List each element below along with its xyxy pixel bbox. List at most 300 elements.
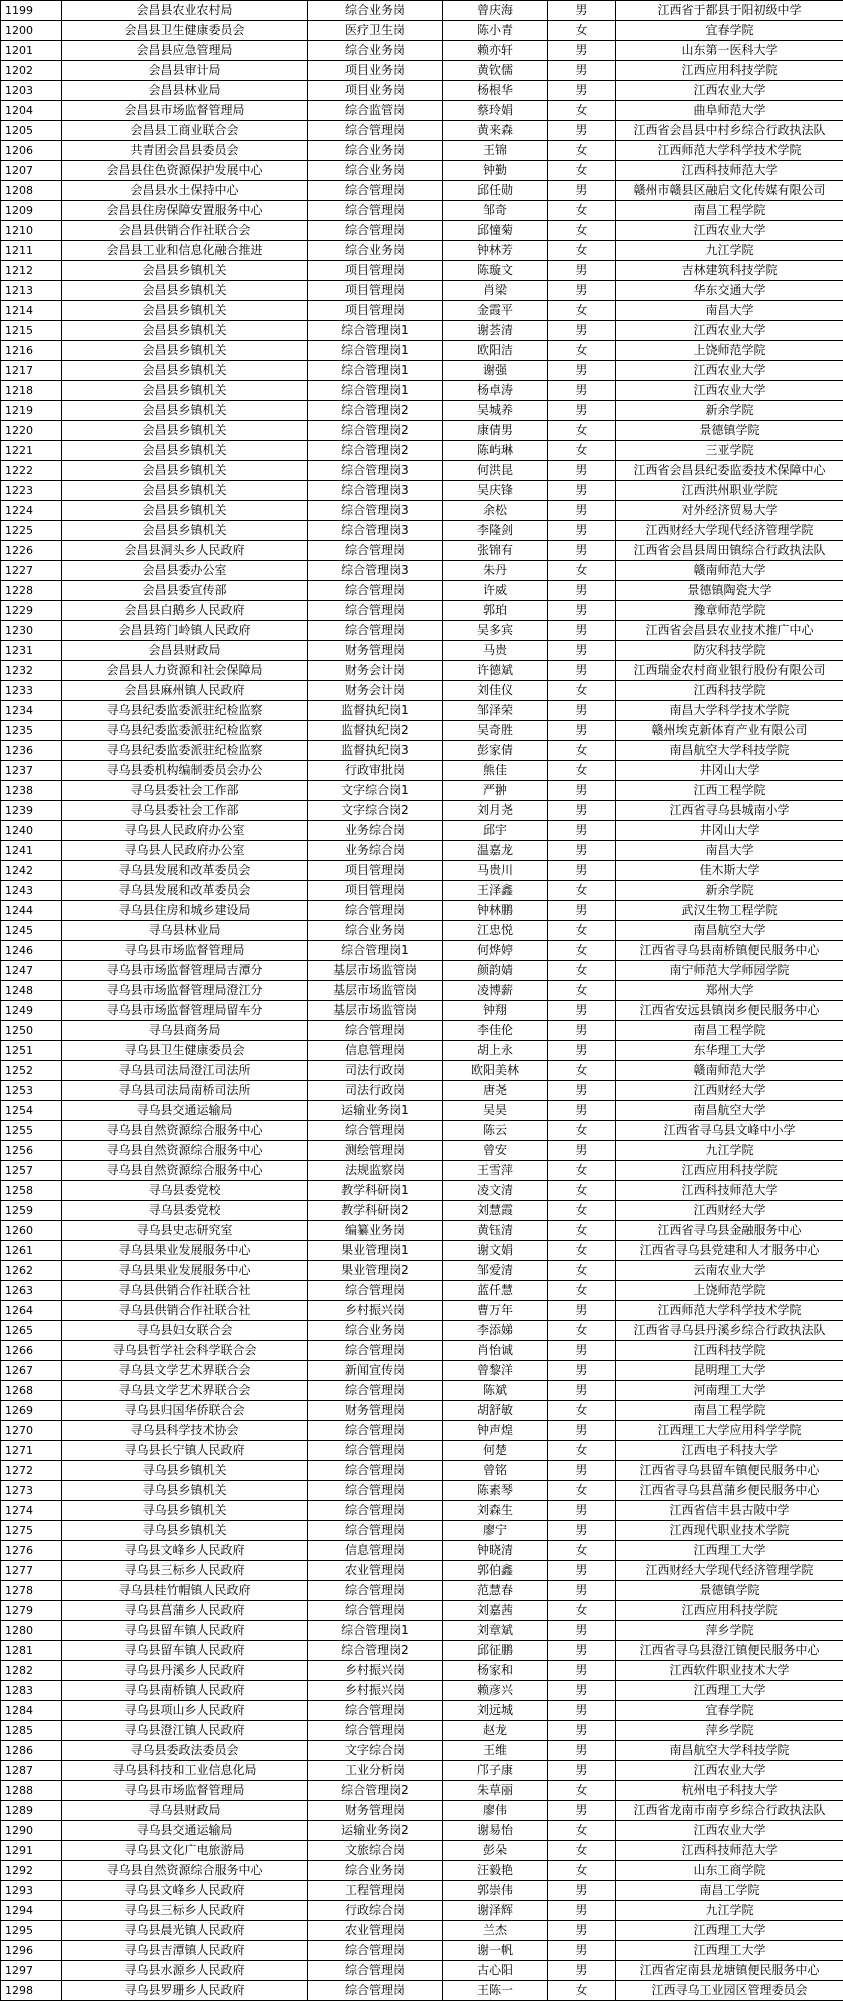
gender-cell: 女 xyxy=(548,1861,616,1881)
gender-cell: 男 xyxy=(548,1081,616,1101)
gender-cell: 男 xyxy=(548,521,616,541)
row-number: 1222 xyxy=(1,461,62,481)
position-cell: 财务管理岗 xyxy=(308,641,443,661)
position-cell: 综合业务岗 xyxy=(308,1,443,21)
gender-cell: 男 xyxy=(548,581,616,601)
work-unit-cell: 江西省寻乌县文峰中小学 xyxy=(616,1121,843,1141)
gender-cell: 男 xyxy=(548,481,616,501)
work-unit-cell: 九江学院 xyxy=(616,1901,843,1921)
table-row xyxy=(1,921,843,941)
row-number: 1251 xyxy=(1,1041,62,1061)
gender-cell: 男 xyxy=(548,1461,616,1481)
table-row xyxy=(1,161,843,181)
gender-cell: 男 xyxy=(548,381,616,401)
name-cell: 邱征鹏 xyxy=(443,1641,548,1661)
work-unit-cell: 景德镇学院 xyxy=(616,1581,843,1601)
department-cell: 会昌县乡镇机关 xyxy=(62,381,308,401)
name-cell: 范慧春 xyxy=(443,1581,548,1601)
table-row xyxy=(1,1341,843,1361)
row-number: 1270 xyxy=(1,1421,62,1441)
work-unit-cell: 江西省寻乌县澄江镇便民服务中心 xyxy=(616,1641,843,1661)
row-number: 1258 xyxy=(1,1181,62,1201)
position-cell: 综合业务岗 xyxy=(308,921,443,941)
work-unit-cell: 佳木斯大学 xyxy=(616,861,843,881)
work-unit-cell: 云南农业大学 xyxy=(616,1261,843,1281)
work-unit-cell: 三亚学院 xyxy=(616,441,843,461)
row-number: 1235 xyxy=(1,721,62,741)
position-cell: 项目业务岗 xyxy=(308,81,443,101)
position-cell: 综合业务岗 xyxy=(308,241,443,261)
work-unit-cell: 江西理工大学应用科学学院 xyxy=(616,1421,843,1441)
department-cell: 寻乌县委党校 xyxy=(62,1201,308,1221)
name-cell: 刘嘉茜 xyxy=(443,1601,548,1621)
name-cell: 谢强 xyxy=(443,361,548,381)
name-cell: 王雪萍 xyxy=(443,1161,548,1181)
gender-cell: 女 xyxy=(548,1841,616,1861)
position-cell: 信息管理岗 xyxy=(308,1041,443,1061)
row-number: 1229 xyxy=(1,601,62,621)
work-unit-cell: 武汉生物工程学院 xyxy=(616,901,843,921)
row-number: 1234 xyxy=(1,701,62,721)
position-cell: 综合管理岗 xyxy=(308,1461,443,1481)
department-cell: 寻乌县澄江镇人民政府 xyxy=(62,1721,308,1741)
table-row xyxy=(1,1541,843,1561)
department-cell: 寻乌县自然资源综合服务中心 xyxy=(62,1141,308,1161)
position-cell: 财务管理岗 xyxy=(308,1801,443,1821)
gender-cell: 男 xyxy=(548,861,616,881)
table-row xyxy=(1,321,843,341)
gender-cell: 男 xyxy=(548,1661,616,1681)
position-cell: 行政审批岗 xyxy=(308,761,443,781)
row-number: 1220 xyxy=(1,421,62,441)
row-number: 1280 xyxy=(1,1621,62,1641)
table-row xyxy=(1,1901,843,1921)
work-unit-cell: 江西理工大学 xyxy=(616,1941,843,1961)
position-cell: 项目管理岗 xyxy=(308,281,443,301)
table-row xyxy=(1,861,843,881)
name-cell: 肖梁 xyxy=(443,281,548,301)
work-unit-cell: 昆明理工大学 xyxy=(616,1361,843,1381)
name-cell: 杨根华 xyxy=(443,81,548,101)
table-row xyxy=(1,1701,843,1721)
row-number: 1265 xyxy=(1,1321,62,1341)
department-cell: 寻乌县商务局 xyxy=(62,1021,308,1041)
work-unit-cell: 南昌航空大学科技学院 xyxy=(616,1741,843,1761)
row-number: 1238 xyxy=(1,781,62,801)
name-cell: 李添娣 xyxy=(443,1321,548,1341)
department-cell: 寻乌县归国华侨联合会 xyxy=(62,1401,308,1421)
work-unit-cell: 南昌航空大学科技学院 xyxy=(616,741,843,761)
row-number: 1247 xyxy=(1,961,62,981)
position-cell: 综合管理岗 xyxy=(308,1961,443,1981)
work-unit-cell: 南昌大学 xyxy=(616,301,843,321)
work-unit-cell: 江西省寻乌县党建和人才服务中心 xyxy=(616,1241,843,1261)
row-number: 1236 xyxy=(1,741,62,761)
name-cell: 吴庆锋 xyxy=(443,481,548,501)
name-cell: 陈素琴 xyxy=(443,1481,548,1501)
name-cell: 陈璇文 xyxy=(443,261,548,281)
row-number: 1217 xyxy=(1,361,62,381)
name-cell: 钟勤 xyxy=(443,161,548,181)
row-number: 1256 xyxy=(1,1141,62,1161)
table-row xyxy=(1,1621,843,1641)
table-row xyxy=(1,41,843,61)
gender-cell: 男 xyxy=(548,1921,616,1941)
row-number: 1278 xyxy=(1,1581,62,1601)
position-cell: 综合业务岗 xyxy=(308,141,443,161)
department-cell: 寻乌县南桥镇人民政府 xyxy=(62,1681,308,1701)
gender-cell: 女 xyxy=(548,1241,616,1261)
table-row xyxy=(1,821,843,841)
table-row xyxy=(1,1301,843,1321)
work-unit-cell: 江西农业大学 xyxy=(616,361,843,381)
work-unit-cell: 江西省会昌县农业技术推广中心 xyxy=(616,621,843,641)
work-unit-cell: 江西应用科技学院 xyxy=(616,1161,843,1181)
table-row xyxy=(1,1081,843,1101)
row-number: 1205 xyxy=(1,121,62,141)
department-cell: 寻乌县司法局澄江司法所 xyxy=(62,1061,308,1081)
table-row xyxy=(1,81,843,101)
work-unit-cell: 曲阜师范大学 xyxy=(616,101,843,121)
row-number: 1262 xyxy=(1,1261,62,1281)
row-number: 1249 xyxy=(1,1001,62,1021)
work-unit-cell: 宜春学院 xyxy=(616,21,843,41)
name-cell: 刘月尧 xyxy=(443,801,548,821)
row-number: 1296 xyxy=(1,1941,62,1961)
work-unit-cell: 江西省寻乌县留车镇便民服务中心 xyxy=(616,1461,843,1481)
table-row xyxy=(1,201,843,221)
position-cell: 乡村振兴岗 xyxy=(308,1681,443,1701)
gender-cell: 男 xyxy=(548,1301,616,1321)
work-unit-cell: 江西科技学院 xyxy=(616,1341,843,1361)
name-cell: 刘佳仪 xyxy=(443,681,548,701)
gender-cell: 男 xyxy=(548,841,616,861)
work-unit-cell: 江西理工大学 xyxy=(616,1541,843,1561)
name-cell: 刘慧霞 xyxy=(443,1201,548,1221)
row-number: 1285 xyxy=(1,1721,62,1741)
position-cell: 编纂业务岗 xyxy=(308,1221,443,1241)
department-cell: 寻乌县市场监督管理局 xyxy=(62,941,308,961)
gender-cell: 男 xyxy=(548,1,616,21)
position-cell: 司法行政岗 xyxy=(308,1081,443,1101)
work-unit-cell: 江西财经大学 xyxy=(616,1081,843,1101)
work-unit-cell: 南昌工程学院 xyxy=(616,1021,843,1041)
gender-cell: 女 xyxy=(548,941,616,961)
row-number: 1206 xyxy=(1,141,62,161)
row-number: 1279 xyxy=(1,1601,62,1621)
table-row xyxy=(1,521,843,541)
table-row xyxy=(1,801,843,821)
department-cell: 寻乌县文峰乡人民政府 xyxy=(62,1881,308,1901)
table-row xyxy=(1,1361,843,1381)
work-unit-cell: 南昌大学科学技术学院 xyxy=(616,701,843,721)
department-cell: 寻乌县卫生健康委员会 xyxy=(62,1041,308,1061)
name-cell: 黄钰清 xyxy=(443,1221,548,1241)
department-cell: 会昌县住房保障安置服务中心 xyxy=(62,201,308,221)
gender-cell: 男 xyxy=(548,1801,616,1821)
position-cell: 测绘管理岗 xyxy=(308,1141,443,1161)
row-number: 1215 xyxy=(1,321,62,341)
table-row xyxy=(1,901,843,921)
position-cell: 综合管理岗2 xyxy=(308,421,443,441)
name-cell: 何烨婷 xyxy=(443,941,548,961)
row-number: 1298 xyxy=(1,1981,62,2001)
work-unit-cell: 江西软件职业技术大学 xyxy=(616,1661,843,1681)
position-cell: 综合管理岗 xyxy=(308,1281,443,1301)
work-unit-cell: 九江学院 xyxy=(616,241,843,261)
gender-cell: 男 xyxy=(548,1501,616,1521)
gender-cell: 女 xyxy=(548,921,616,941)
department-cell: 寻乌县委社会工作部 xyxy=(62,781,308,801)
work-unit-cell: 江西省定南县龙塘镇便民服务中心 xyxy=(616,1961,843,1981)
department-cell: 寻乌县委机构编制委员会办公 xyxy=(62,761,308,781)
row-number: 1204 xyxy=(1,101,62,121)
gender-cell: 男 xyxy=(548,1901,616,1921)
name-cell: 蔡玲娟 xyxy=(443,101,548,121)
table-row xyxy=(1,1201,843,1221)
name-cell: 王泽鑫 xyxy=(443,881,548,901)
work-unit-cell: 九江学院 xyxy=(616,1141,843,1161)
gender-cell: 女 xyxy=(548,1161,616,1181)
table-row xyxy=(1,1881,843,1901)
gender-cell: 男 xyxy=(548,1001,616,1021)
row-number: 1211 xyxy=(1,241,62,261)
position-cell: 教学科研岗1 xyxy=(308,1181,443,1201)
name-cell: 肖怡诚 xyxy=(443,1341,548,1361)
work-unit-cell: 南昌大学 xyxy=(616,841,843,861)
gender-cell: 女 xyxy=(548,241,616,261)
name-cell: 钟晓清 xyxy=(443,1541,548,1561)
department-cell: 寻乌县文化广电旅游局 xyxy=(62,1841,308,1861)
work-unit-cell: 江西洪州职业学院 xyxy=(616,481,843,501)
department-cell: 会昌县乡镇机关 xyxy=(62,421,308,441)
gender-cell: 男 xyxy=(548,1941,616,1961)
name-cell: 兰杰 xyxy=(443,1921,548,1941)
position-cell: 监督执纪岗2 xyxy=(308,721,443,741)
name-cell: 彭家倩 xyxy=(443,741,548,761)
table-row xyxy=(1,621,843,641)
work-unit-cell: 南昌工学院 xyxy=(616,1881,843,1901)
department-cell: 会昌县乡镇机关 xyxy=(62,321,308,341)
name-cell: 欧阳洁 xyxy=(443,341,548,361)
department-cell: 会昌县乡镇机关 xyxy=(62,261,308,281)
position-cell: 综合管理岗 xyxy=(308,1501,443,1521)
position-cell: 综合业务岗 xyxy=(308,161,443,181)
work-unit-cell: 江西理工大学 xyxy=(616,1681,843,1701)
position-cell: 综合管理岗1 xyxy=(308,341,443,361)
work-unit-cell: 南昌工程学院 xyxy=(616,1401,843,1421)
department-cell: 寻乌县妇女联合会 xyxy=(62,1321,308,1341)
table-row xyxy=(1,1421,843,1441)
name-cell: 彭朵 xyxy=(443,1841,548,1861)
table-row xyxy=(1,1401,843,1421)
row-number: 1259 xyxy=(1,1201,62,1221)
table-row xyxy=(1,1021,843,1041)
position-cell: 项目管理岗 xyxy=(308,261,443,281)
gender-cell: 男 xyxy=(548,1581,616,1601)
work-unit-cell: 江西科技师范大学 xyxy=(616,1841,843,1861)
position-cell: 综合管理岗 xyxy=(308,201,443,221)
table-row xyxy=(1,1281,843,1301)
table-row xyxy=(1,1061,843,1081)
name-cell: 温嘉龙 xyxy=(443,841,548,861)
table-row xyxy=(1,781,843,801)
table-row xyxy=(1,421,843,441)
position-cell: 文字综合岗1 xyxy=(308,781,443,801)
row-number: 1293 xyxy=(1,1881,62,1901)
work-unit-cell: 江西理工大学 xyxy=(616,1921,843,1941)
department-cell: 寻乌县住房和城乡建设局 xyxy=(62,901,308,921)
department-cell: 寻乌县桂竹帽镇人民政府 xyxy=(62,1581,308,1601)
work-unit-cell: 江西财经大学现代经济管理学院 xyxy=(616,521,843,541)
name-cell: 王锦 xyxy=(443,141,548,161)
department-cell: 寻乌县乡镇机关 xyxy=(62,1521,308,1541)
row-number: 1275 xyxy=(1,1521,62,1541)
row-number: 1212 xyxy=(1,261,62,281)
work-unit-cell: 豫章师范学院 xyxy=(616,601,843,621)
table-row xyxy=(1,1681,843,1701)
row-number: 1227 xyxy=(1,561,62,581)
department-cell: 寻乌县乡镇机关 xyxy=(62,1481,308,1501)
work-unit-cell: 江西省寻乌县金融服务中心 xyxy=(616,1221,843,1241)
department-cell: 会昌县供销合作社联合会 xyxy=(62,221,308,241)
position-cell: 综合管理岗 xyxy=(308,1601,443,1621)
gender-cell: 女 xyxy=(548,1981,616,2001)
department-cell: 会昌县农业农村局 xyxy=(62,1,308,21)
department-cell: 会昌县乡镇机关 xyxy=(62,521,308,541)
position-cell: 综合管理岗3 xyxy=(308,561,443,581)
row-number: 1257 xyxy=(1,1161,62,1181)
work-unit-cell: 江西寻乌工业园区管理委员会 xyxy=(616,1981,843,2001)
row-number: 1283 xyxy=(1,1681,62,1701)
name-cell: 康倩男 xyxy=(443,421,548,441)
row-number: 1248 xyxy=(1,981,62,1001)
work-unit-cell: 江西师范大学科学技术学院 xyxy=(616,1301,843,1321)
row-number: 1240 xyxy=(1,821,62,841)
name-cell: 廖宁 xyxy=(443,1521,548,1541)
position-cell: 监督执纪岗3 xyxy=(308,741,443,761)
gender-cell: 男 xyxy=(548,781,616,801)
name-cell: 谢易怡 xyxy=(443,1821,548,1841)
row-number: 1226 xyxy=(1,541,62,561)
position-cell: 文字综合岗2 xyxy=(308,801,443,821)
name-cell: 曾庆海 xyxy=(443,1,548,21)
work-unit-cell: 江西科技师范大学 xyxy=(616,1181,843,1201)
row-number: 1292 xyxy=(1,1861,62,1881)
row-number: 1272 xyxy=(1,1461,62,1481)
department-cell: 会昌县市场监督管理局 xyxy=(62,101,308,121)
work-unit-cell: 防灾科技学院 xyxy=(616,641,843,661)
table-row xyxy=(1,721,843,741)
gender-cell: 女 xyxy=(548,21,616,41)
row-number: 1239 xyxy=(1,801,62,821)
gender-cell: 男 xyxy=(548,701,616,721)
position-cell: 综合管理岗 xyxy=(308,1981,443,2001)
name-cell: 吴多宾 xyxy=(443,621,548,641)
gender-cell: 女 xyxy=(548,1601,616,1621)
department-cell: 会昌县白鹅乡人民政府 xyxy=(62,601,308,621)
gender-cell: 男 xyxy=(548,61,616,81)
gender-cell: 男 xyxy=(548,461,616,481)
department-cell: 寻乌县司法局南桥司法所 xyxy=(62,1081,308,1101)
gender-cell: 女 xyxy=(548,141,616,161)
gender-cell: 男 xyxy=(548,1021,616,1041)
gender-cell: 男 xyxy=(548,721,616,741)
position-cell: 综合管理岗2 xyxy=(308,1781,443,1801)
position-cell: 综合管理岗2 xyxy=(308,401,443,421)
work-unit-cell: 南昌工程学院 xyxy=(616,201,843,221)
department-cell: 寻乌县罗珊乡人民政府 xyxy=(62,1981,308,2001)
work-unit-cell: 新余学院 xyxy=(616,401,843,421)
row-number: 1287 xyxy=(1,1761,62,1781)
position-cell: 信息管理岗 xyxy=(308,1541,443,1561)
work-unit-cell: 江西省寻乌县丹溪乡综合行政执法队 xyxy=(616,1321,843,1341)
row-number: 1253 xyxy=(1,1081,62,1101)
row-number: 1269 xyxy=(1,1401,62,1421)
table-row xyxy=(1,1641,843,1661)
name-cell: 胡上永 xyxy=(443,1041,548,1061)
department-cell: 寻乌县市场监督管理局 xyxy=(62,1781,308,1801)
gender-cell: 男 xyxy=(548,1101,616,1121)
name-cell: 李隆剑 xyxy=(443,521,548,541)
row-number: 1267 xyxy=(1,1361,62,1381)
department-cell: 寻乌县文学艺术界联合会 xyxy=(62,1361,308,1381)
table-row xyxy=(1,1261,843,1281)
position-cell: 财务会计岗 xyxy=(308,661,443,681)
row-number: 1273 xyxy=(1,1481,62,1501)
name-cell: 邝子康 xyxy=(443,1761,548,1781)
table-row xyxy=(1,241,843,261)
table-row xyxy=(1,561,843,581)
gender-cell: 女 xyxy=(548,1061,616,1081)
gender-cell: 女 xyxy=(548,201,616,221)
gender-cell: 男 xyxy=(548,1341,616,1361)
row-number: 1288 xyxy=(1,1781,62,1801)
row-number: 1208 xyxy=(1,181,62,201)
name-cell: 钟声煌 xyxy=(443,1421,548,1441)
table-row xyxy=(1,1981,843,2001)
position-cell: 项目管理岗 xyxy=(308,881,443,901)
position-cell: 运输业务岗2 xyxy=(308,1821,443,1841)
row-number: 1199 xyxy=(1,1,62,21)
position-cell: 综合管理岗 xyxy=(308,1721,443,1741)
name-cell: 吴城养 xyxy=(443,401,548,421)
gender-cell: 男 xyxy=(548,821,616,841)
table-row xyxy=(1,1,843,21)
table-row xyxy=(1,1121,843,1141)
work-unit-cell: 井冈山大学 xyxy=(616,761,843,781)
name-cell: 谢荟清 xyxy=(443,321,548,341)
gender-cell: 女 xyxy=(548,441,616,461)
row-number: 1202 xyxy=(1,61,62,81)
name-cell: 凌文清 xyxy=(443,1181,548,1201)
row-number: 1281 xyxy=(1,1641,62,1661)
work-unit-cell: 江西财经大学现代经济管理学院 xyxy=(616,1561,843,1581)
department-cell: 寻乌县文学艺术界联合会 xyxy=(62,1381,308,1401)
department-cell: 会昌县应急管理局 xyxy=(62,41,308,61)
table-row xyxy=(1,541,843,561)
gender-cell: 女 xyxy=(548,101,616,121)
work-unit-cell: 景德镇陶瓷大学 xyxy=(616,581,843,601)
position-cell: 综合管理岗 xyxy=(308,1581,443,1601)
name-cell: 许德斌 xyxy=(443,661,548,681)
gender-cell: 女 xyxy=(548,301,616,321)
table-row xyxy=(1,381,843,401)
name-cell: 赵龙 xyxy=(443,1721,548,1741)
department-cell: 寻乌县纪委监委派驻纪检监察 xyxy=(62,721,308,741)
row-number: 1219 xyxy=(1,401,62,421)
position-cell: 果业管理岗2 xyxy=(308,1261,443,1281)
